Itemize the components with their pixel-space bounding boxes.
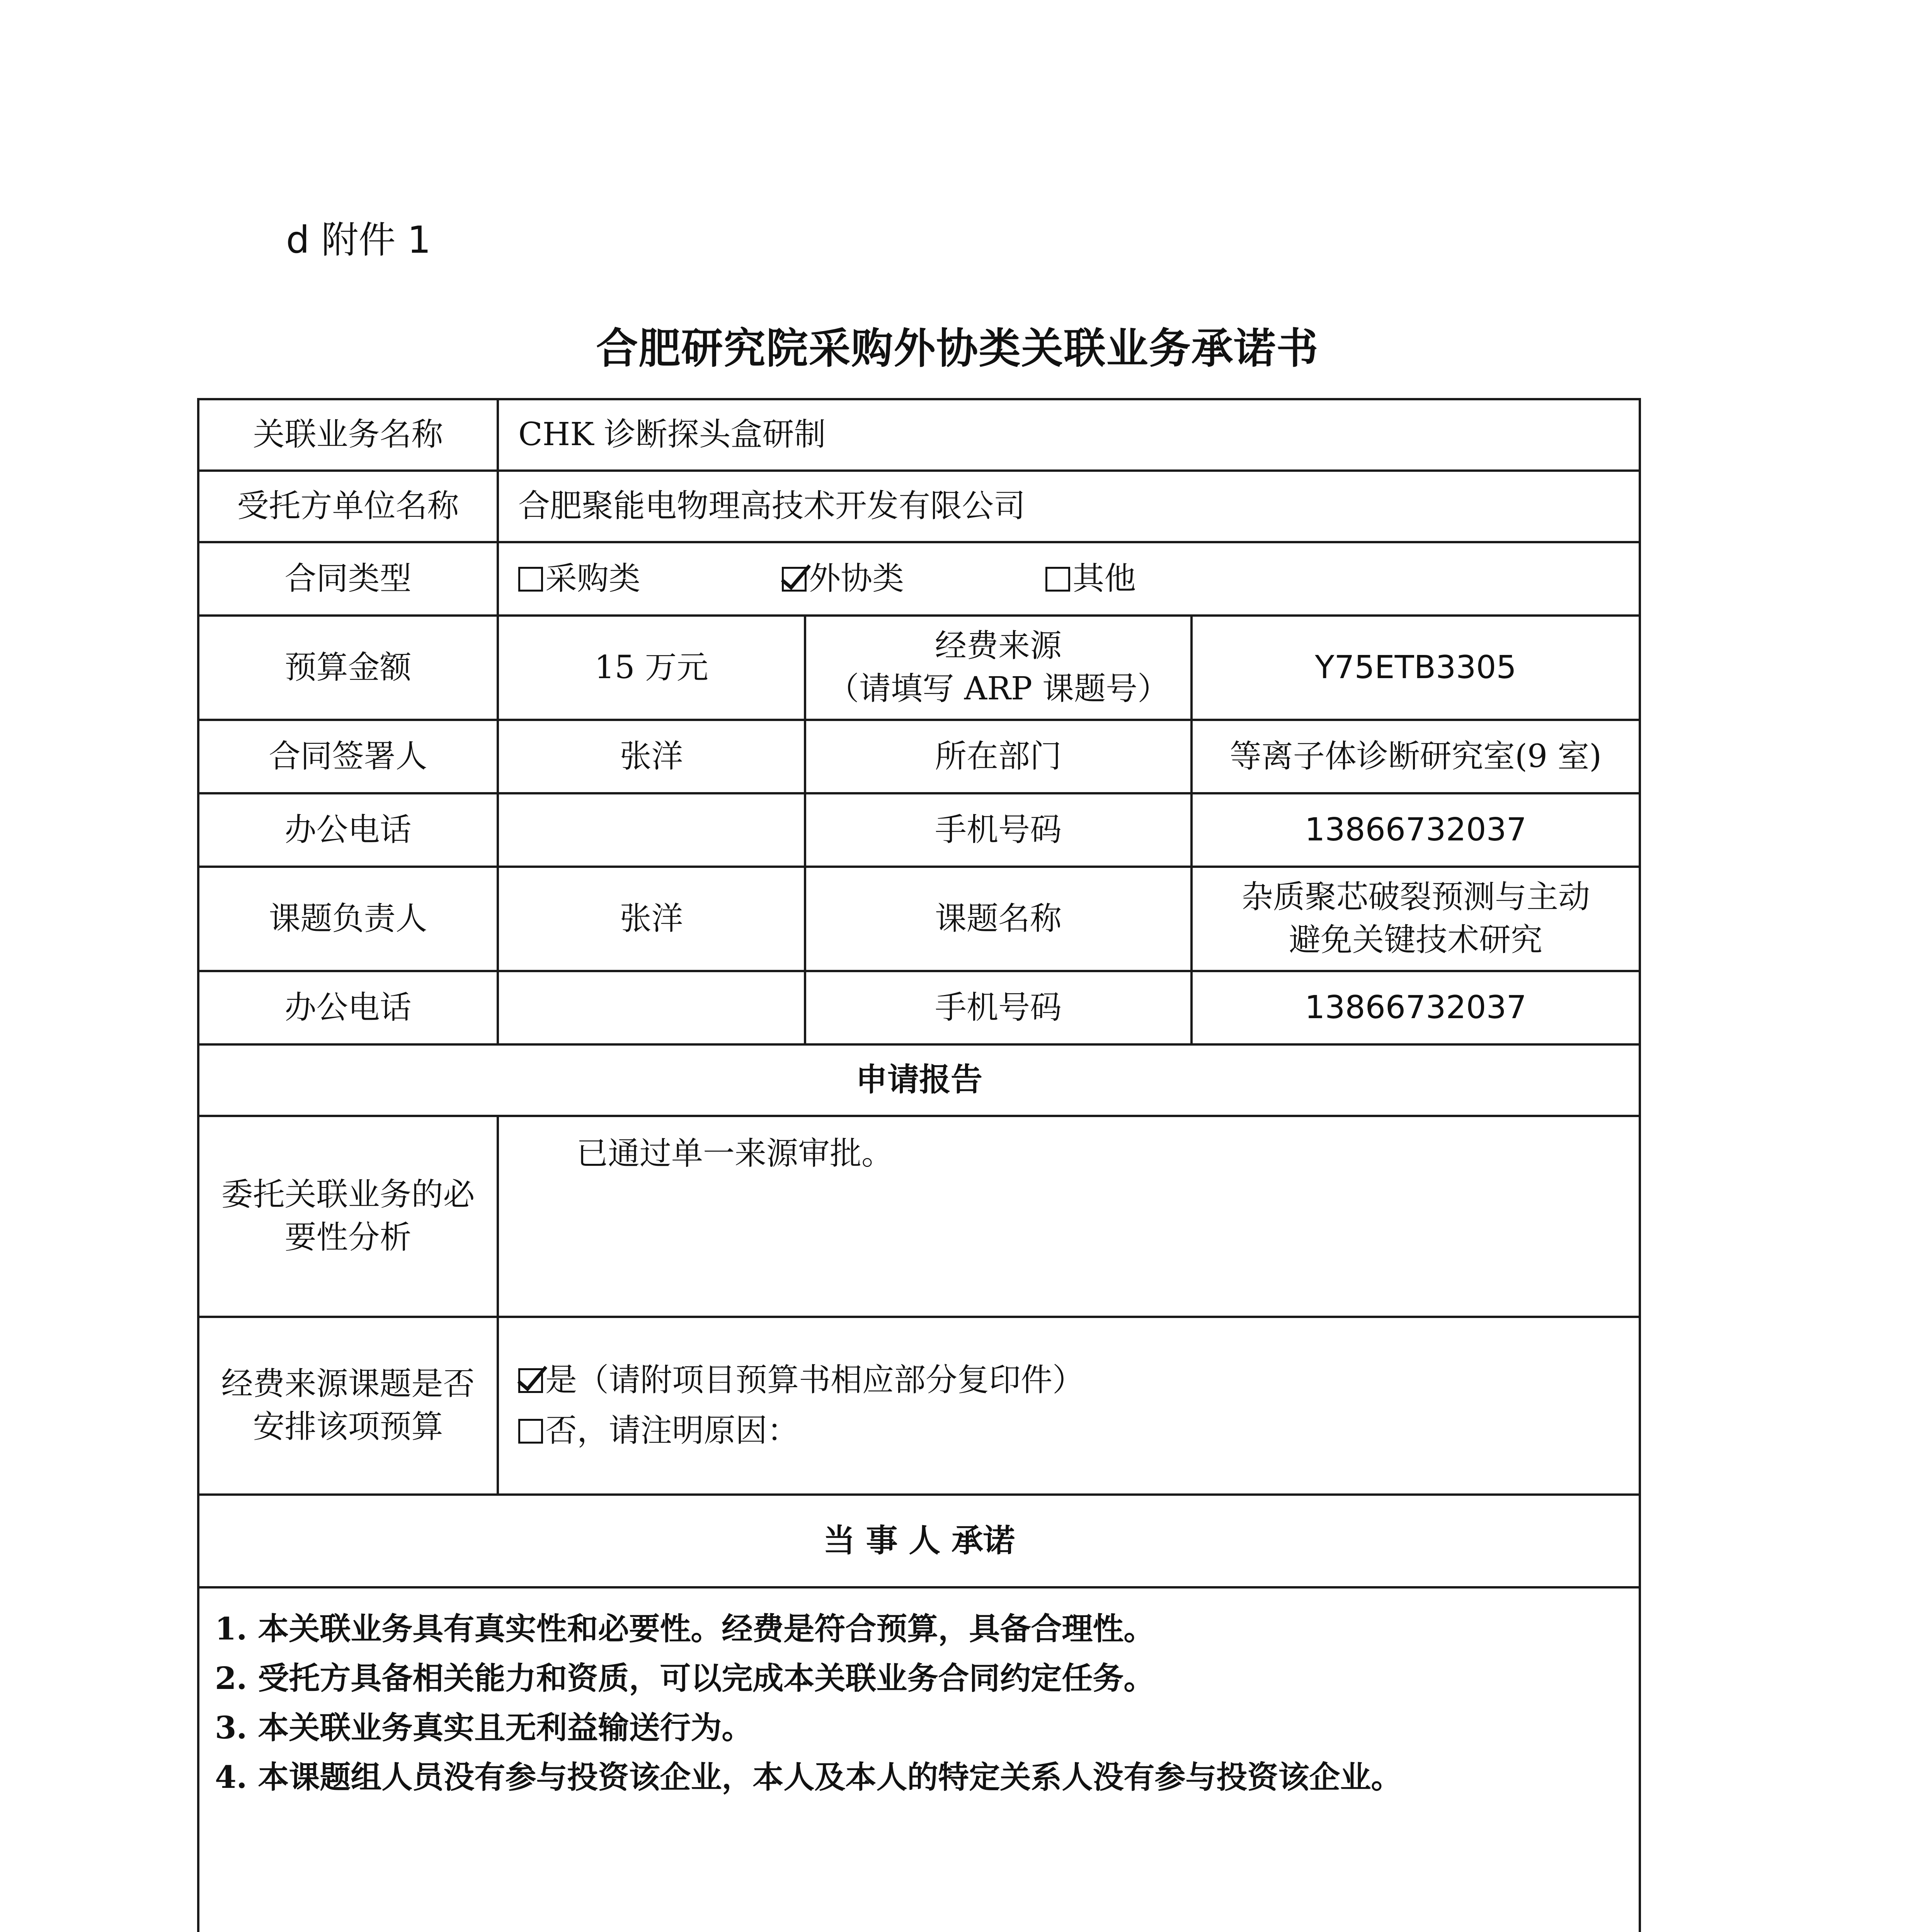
- attachment-label: d 附件 1: [286, 218, 431, 262]
- funding-arranged-label: [198, 1317, 498, 1495]
- row-application-heading: [198, 1044, 1640, 1116]
- mobile-value-2[interactable]: 13866732037: [1192, 971, 1640, 1044]
- funding-source-label: [805, 616, 1192, 720]
- department-label: 所在部门: [805, 720, 1192, 793]
- checkbox-other[interactable]: [1045, 567, 1070, 592]
- row-commitment-heading: [198, 1495, 1640, 1587]
- mobile-value-1[interactable]: 13866732037: [1192, 793, 1640, 867]
- row-office-phone-1: [198, 793, 1640, 867]
- row-office-phone-2: [198, 971, 1640, 1044]
- application-section-heading: 申请报告: [198, 1044, 1640, 1116]
- commitment-item-1: 1. 本关联业务具有真实性和必要性。经费是符合预算，具备合理性。: [215, 1611, 1155, 1647]
- department-value[interactable]: 等离子体诊断研究室(9 室): [1192, 720, 1640, 793]
- row-necessity: [198, 1116, 1640, 1317]
- contract-type-label: 合同类型: [198, 542, 498, 616]
- funding-source-value[interactable]: Y75ETB3305: [1192, 616, 1640, 720]
- option-outsourcing-label: 外协类: [809, 560, 904, 597]
- commitment-section-heading: 当 事 人 承诺: [198, 1495, 1640, 1587]
- commitment-item-4: 4. 本课题组人员没有参与投资该企业，本人及本人的特定关系人没有参与投资该企业。: [215, 1759, 1402, 1795]
- project-name-line2: 避免关键技术研究: [1289, 922, 1543, 958]
- office-phone-label-2: 办公电话: [198, 971, 498, 1044]
- commitment-item-3: 3. 本关联业务真实且无利益输送行为。: [215, 1709, 753, 1746]
- necessity-label: [198, 1116, 498, 1317]
- mobile-label-1: 手机号码: [805, 793, 1192, 867]
- funding-no-label: 否，请注明原因：: [545, 1412, 799, 1449]
- checkbox-outsourcing-checked[interactable]: [782, 567, 807, 592]
- row-signer: [198, 720, 1640, 793]
- budget-label: 预算金额: [198, 616, 498, 720]
- funding-yes-label: 是（请附项目预算书相应部分复印件）: [545, 1362, 1084, 1399]
- funding-arranged-label-line2: 安排该项预算: [253, 1408, 443, 1445]
- option-other[interactable]: [1045, 558, 1136, 600]
- project-name-label: 课题名称: [805, 867, 1192, 971]
- commitment-item-2: 2. 受托方具备相关能力和资质，可以完成本关联业务合同约定任务。: [215, 1660, 1155, 1696]
- necessity-label-line2: 要性分析: [284, 1219, 412, 1256]
- project-name-value[interactable]: [1192, 867, 1640, 971]
- necessity-text[interactable]: 已通过单一来源审批。: [498, 1116, 1640, 1317]
- office-phone-label-1: 办公电话: [198, 793, 498, 867]
- project-lead-label: 课题负责人: [198, 867, 498, 971]
- funding-source-label-line2: （请填写 ARP 课题号）: [827, 670, 1169, 707]
- funding-source-label-line1: 经费来源: [935, 628, 1062, 665]
- signer-value[interactable]: 张洋: [498, 720, 805, 793]
- row-contract-type: [198, 542, 1640, 616]
- office-phone-value-2[interactable]: [498, 971, 805, 1044]
- office-phone-value-1[interactable]: [498, 793, 805, 867]
- business-name-value[interactable]: CHK 诊断探头盒研制: [498, 399, 1640, 471]
- option-procurement[interactable]: [518, 558, 640, 600]
- project-name-line1: 杂质聚芯破裂预测与主动: [1241, 879, 1590, 916]
- option-outsourcing[interactable]: [782, 558, 904, 600]
- row-funding-arranged: [198, 1317, 1640, 1495]
- funding-arranged-label-line1: 经费来源课题是否: [221, 1366, 475, 1403]
- business-name-label: 关联业务名称: [198, 399, 498, 471]
- funding-arranged-options: [498, 1317, 1640, 1495]
- mobile-label-2: 手机号码: [805, 971, 1192, 1044]
- project-lead-value[interactable]: 张洋: [498, 867, 805, 971]
- document-title: 合肥研究院采购外协类关联业务承诺书: [596, 325, 1319, 373]
- necessity-label-line1: 委托关联业务的必: [221, 1176, 475, 1213]
- option-procurement-label: 采购类: [545, 560, 641, 597]
- row-entrusted-unit: [198, 471, 1640, 542]
- row-commitments: [198, 1587, 1640, 1932]
- entrusted-unit-value[interactable]: 合肥聚能电物理高技术开发有限公司: [498, 471, 1640, 542]
- checkbox-funding-yes-checked[interactable]: [518, 1368, 543, 1393]
- funding-no-option[interactable]: [518, 1410, 1631, 1452]
- checkbox-funding-no[interactable]: [518, 1419, 543, 1444]
- row-budget: [198, 616, 1640, 720]
- commitment-items-cell: [198, 1587, 1640, 1932]
- row-business-name: [198, 399, 1640, 471]
- commitment-form-table: [197, 398, 1641, 1932]
- signer-label: 合同签署人: [198, 720, 498, 793]
- row-project-lead: [198, 867, 1640, 971]
- checkbox-procurement[interactable]: [518, 567, 543, 592]
- commitment-list: [215, 1604, 1623, 1802]
- budget-value[interactable]: 15 万元: [498, 616, 805, 720]
- contract-type-options: [498, 542, 1640, 616]
- entrusted-unit-label: 受托方单位名称: [198, 471, 498, 542]
- funding-yes-option[interactable]: [518, 1359, 1631, 1402]
- option-other-label: 其他: [1072, 560, 1136, 597]
